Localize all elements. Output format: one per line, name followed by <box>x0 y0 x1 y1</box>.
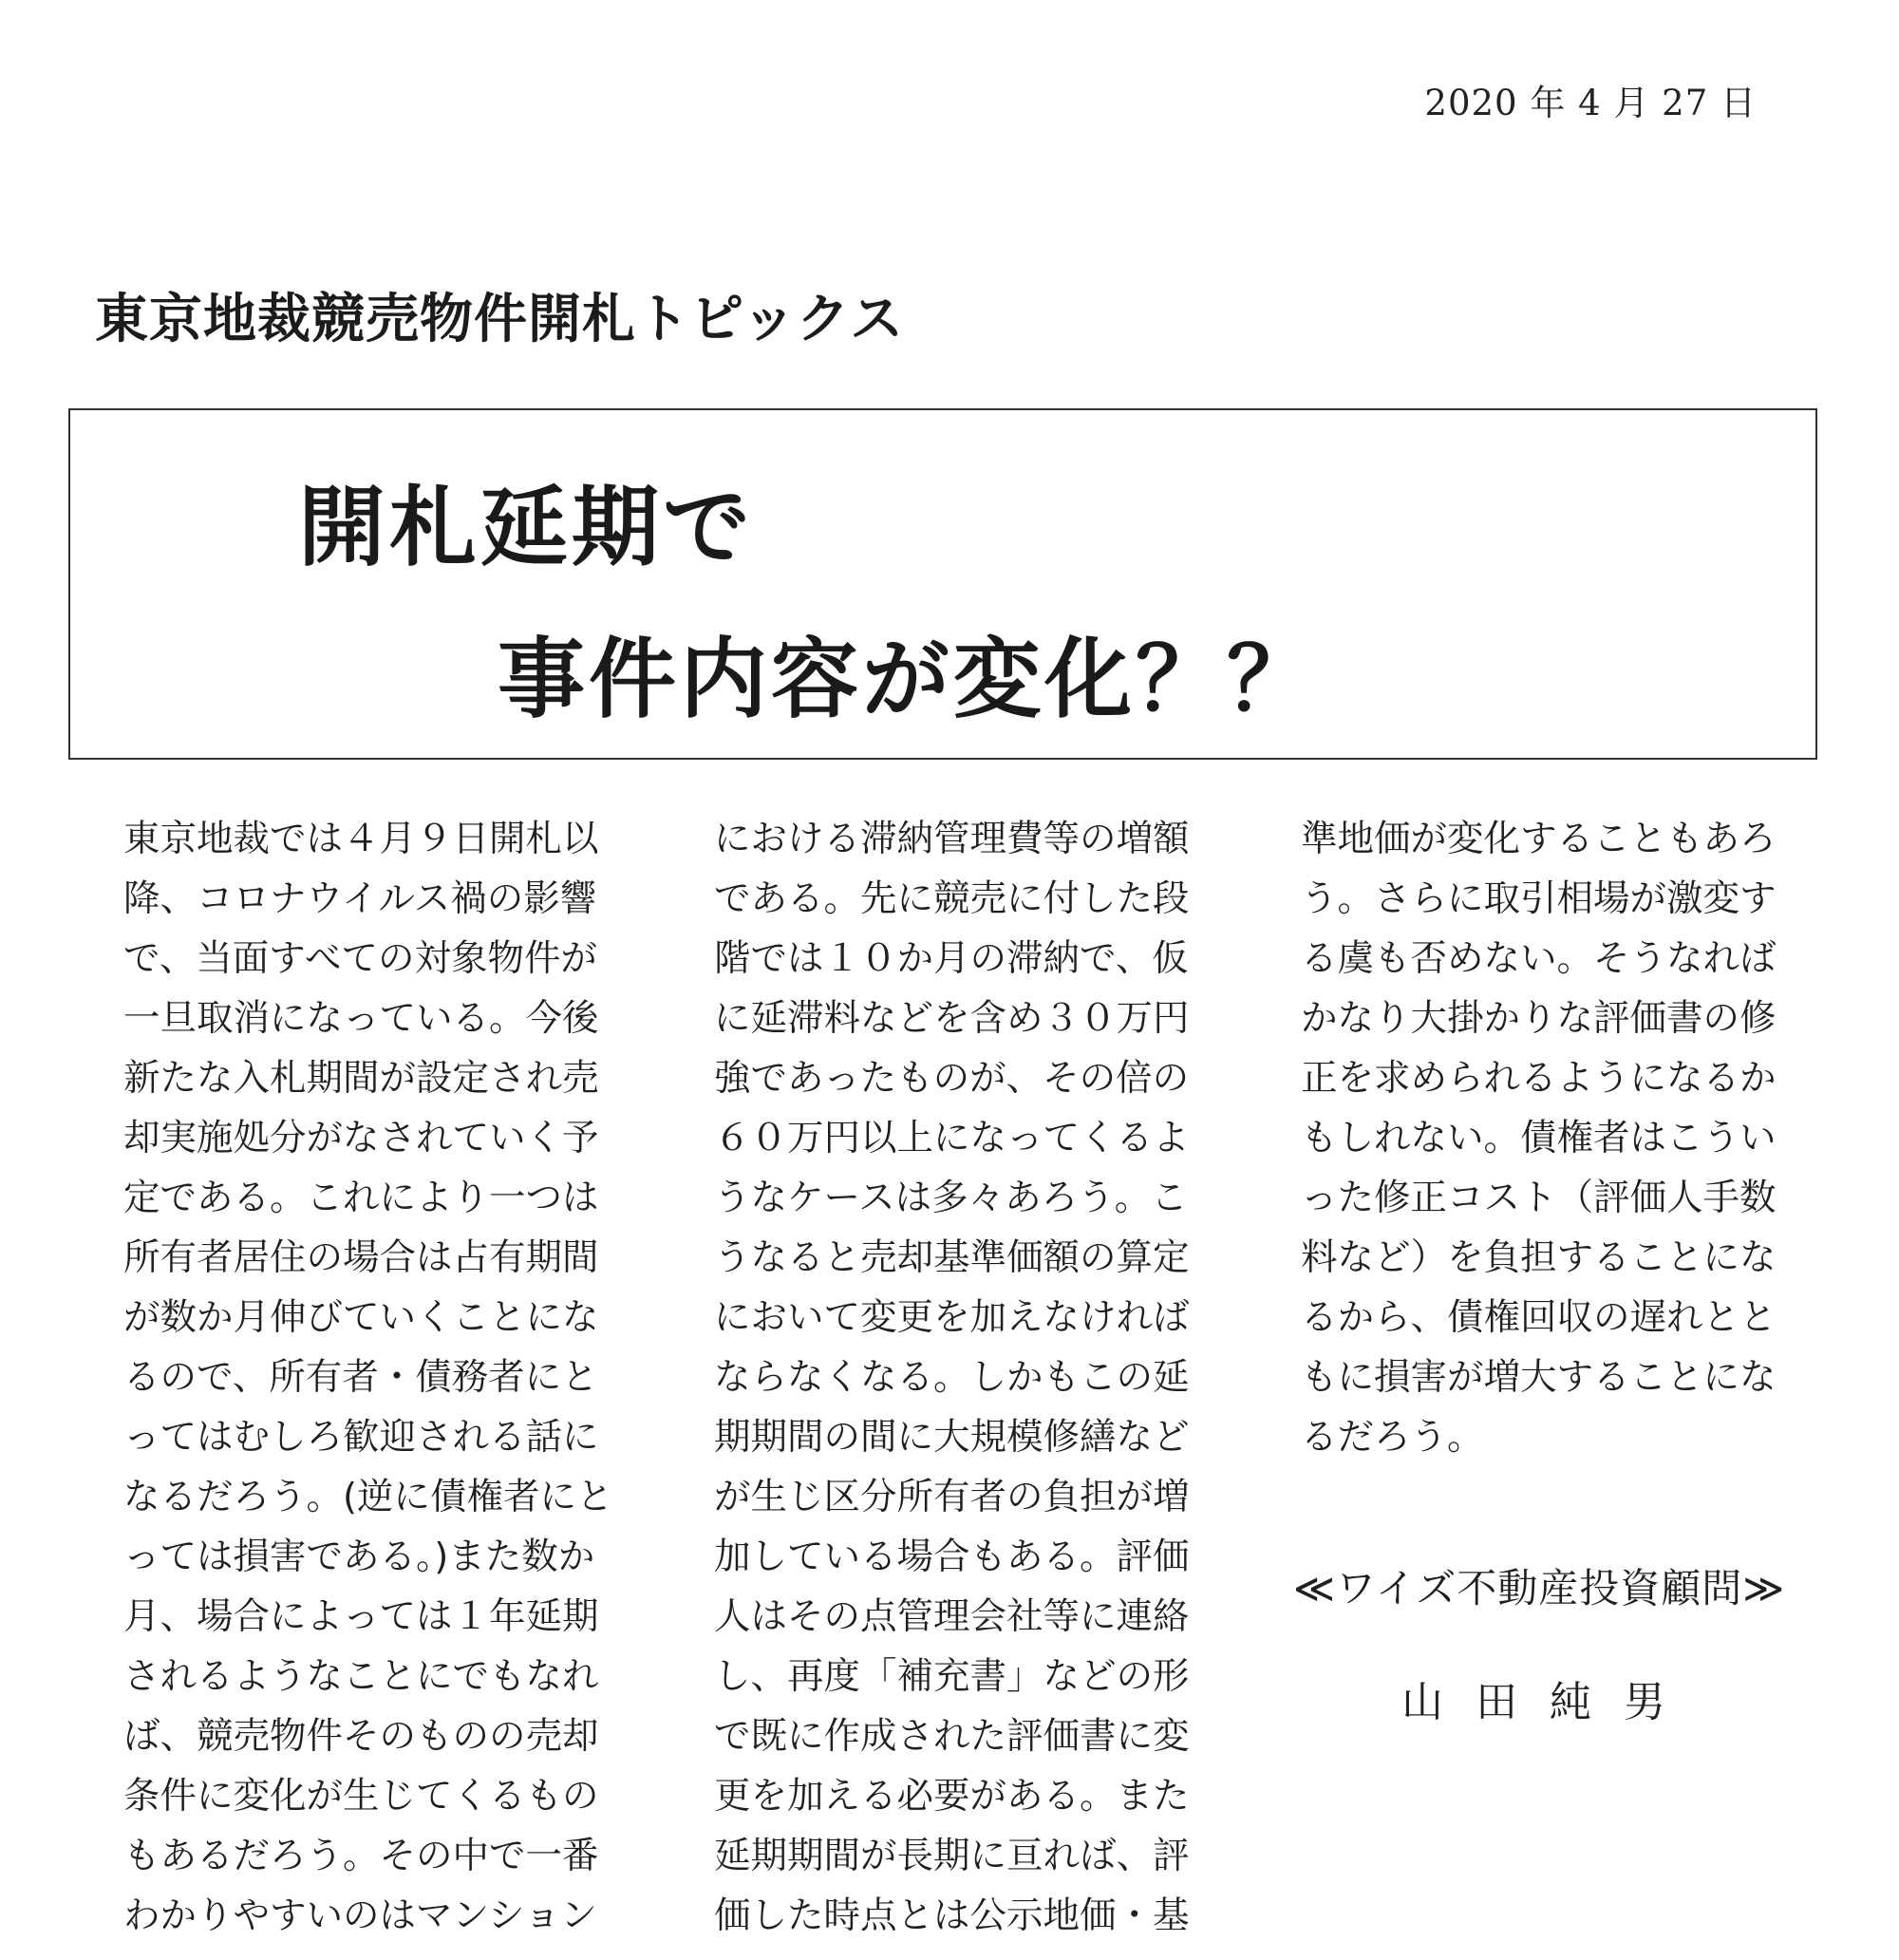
column-line: 定である。これにより一つは <box>123 1177 599 1219</box>
column-line: 期期間の間に大規模修繕など <box>714 1416 1190 1459</box>
column-line: 加している場合もある。評価 <box>714 1536 1190 1578</box>
column-line: 価した時点とは公示地価・基 <box>714 1894 1190 1937</box>
column-line: が数か月伸びていくことにな <box>123 1296 599 1339</box>
column-line: るだろう。 <box>1301 1416 1484 1459</box>
column-line: かなり大掛かりな評価書の修 <box>1301 997 1777 1040</box>
column-line: が生じ区分所有者の負担が増 <box>714 1476 1190 1518</box>
column-line: る虞も否めない。そうなれば <box>1301 937 1777 980</box>
column-line: 却実施処分がなされていく予 <box>123 1117 599 1159</box>
column-line: ば、競売物件そのものの売却 <box>123 1715 599 1758</box>
article-column-1 <box>123 809 636 1946</box>
column-line: し、再度「補充書」などの形 <box>714 1655 1190 1698</box>
article-column-3 <box>1301 809 1814 1467</box>
column-line: ならなくなる。しかもこの延 <box>714 1356 1190 1399</box>
article-column-2 <box>714 809 1227 1946</box>
column-line: において変更を加えなければ <box>714 1296 1190 1339</box>
topic-heading: 東京地裁競売物件開札トピックス <box>95 289 905 350</box>
column-line: である。先に競売に付した段 <box>714 877 1190 920</box>
column-line: わかりやすいのはマンション <box>123 1894 597 1937</box>
headline-line-1: 開札延期で <box>298 477 755 578</box>
column-line: 一旦取消になっている。今後 <box>123 997 599 1040</box>
column-line: なるだろう。(逆に債権者にと <box>123 1476 613 1518</box>
column-line: もに損害が増大することにな <box>1301 1356 1777 1399</box>
column-line: 東京地裁では４月９日開札以 <box>123 818 599 860</box>
column-line: 階では１０か月の滞納で、仮 <box>714 937 1189 980</box>
document-date: 2020 年 4 月 27 日 <box>1424 83 1757 123</box>
company-name: ≪ワイズ不動産投資顧問≫ <box>1293 1565 1786 1611</box>
column-line: 延期期間が長期に亘れば、評 <box>714 1835 1190 1877</box>
headline-line-2: 事件内容が変化？？ <box>498 629 1319 730</box>
column-line: 所有者居住の場合は占有期間 <box>123 1236 599 1279</box>
column-line: 新たな入札期間が設定され売 <box>123 1057 599 1100</box>
column-line: 強であったものが、その倍の <box>714 1057 1190 1100</box>
column-line: されるようなことにでもなれ <box>123 1655 599 1698</box>
column-line: 料など）を負担することにな <box>1301 1236 1777 1279</box>
column-line: っては損害である。)また数か <box>123 1536 595 1578</box>
column-line: 降、コロナウイルス禍の影響 <box>123 877 597 920</box>
column-line: う。さらに取引相場が激変す <box>1301 877 1777 920</box>
column-line: における滞納管理費等の増額 <box>714 818 1190 860</box>
column-line: うなると売却基準価額の算定 <box>714 1236 1190 1279</box>
column-line: もしれない。債権者はこうい <box>1301 1117 1777 1159</box>
column-line: 月、場合によっては１年延期 <box>123 1595 599 1638</box>
column-line: るので、所有者・債務者にと <box>123 1356 598 1399</box>
column-line: で、当面すべての対象物件が <box>123 937 597 980</box>
column-line: 更を加える必要がある。また <box>714 1775 1190 1818</box>
column-line: った修正コスト（評価人手数 <box>1301 1177 1777 1219</box>
column-line: ってはむしろ歓迎される話に <box>123 1416 599 1459</box>
column-line: で既に作成された評価書に変 <box>714 1715 1190 1758</box>
column-line: 準地価が変化することもあろ <box>1301 818 1777 860</box>
author-name: 山田純男 <box>1401 1678 1698 1726</box>
column-line: もあるだろう。その中で一番 <box>123 1835 599 1877</box>
column-line: 人はその点管理会社等に連絡 <box>714 1595 1190 1638</box>
column-line: 条件に変化が生じてくるもの <box>123 1775 599 1818</box>
column-line: 正を求められるようになるか <box>1301 1057 1777 1100</box>
column-line: るから、債権回収の遅れとと <box>1301 1296 1777 1339</box>
column-line: に延滞料などを含め３０万円 <box>714 997 1190 1040</box>
column-line: うなケースは多々あろう。こ <box>714 1177 1188 1219</box>
headline-box <box>68 408 1817 760</box>
column-line: ６０万円以上になってくるよ <box>714 1117 1190 1159</box>
